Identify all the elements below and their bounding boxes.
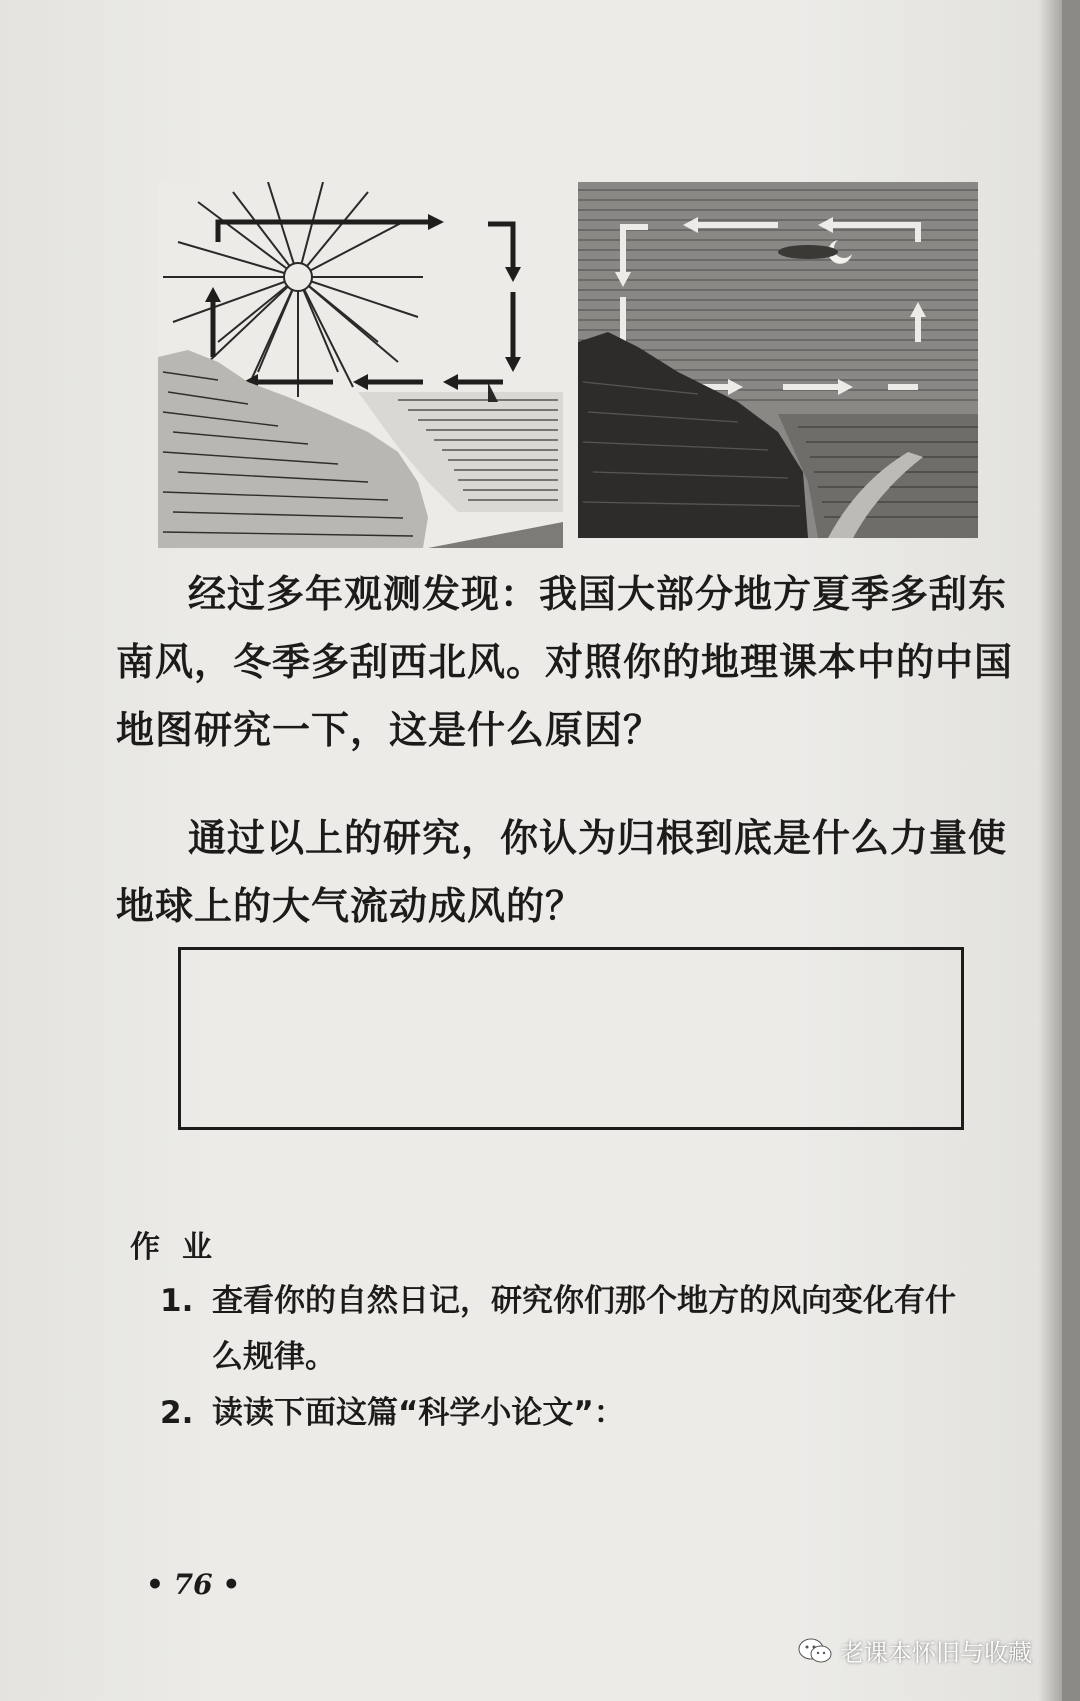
- paragraph-observation: [116, 560, 1026, 764]
- paragraph-question: [116, 804, 1026, 940]
- night-scene-svg: [578, 182, 978, 538]
- homework-item-text: 读读下面这篇“科学小论文”：: [212, 1395, 625, 1431]
- paragraph-line: 南风，冬季多刮西北风。对照你的地理课本中的中国: [116, 639, 1014, 684]
- day-scene-svg: [158, 182, 563, 548]
- homework-item-2: [160, 1385, 1030, 1441]
- homework-item-number: 2.: [160, 1395, 194, 1431]
- answer-box: [178, 947, 964, 1130]
- homework-item-1: [160, 1273, 1030, 1385]
- homework-item-text: 查看你的自然日记，研究你们那个地方的风向变化有什: [212, 1283, 956, 1319]
- paragraph-line: 经过多年观测发现：我国大部分地方夏季多刮东: [188, 571, 1008, 616]
- spine-shadow: [1038, 0, 1062, 1701]
- paragraph-line: 通过以上的研究，你认为归根到底是什么力量使: [188, 815, 1008, 860]
- homework-heading: 作业: [130, 1230, 234, 1265]
- watermark: [798, 1633, 1032, 1668]
- page-number: • 76 •: [146, 1568, 241, 1601]
- day-sea-breeze-illustration: [158, 182, 563, 548]
- wechat-icon: [798, 1637, 832, 1665]
- night-land-breeze-illustration: [578, 182, 978, 538]
- homework-item-text: 么规律。: [212, 1339, 336, 1375]
- homework-item-number: 1.: [160, 1283, 194, 1319]
- paragraph-line: 地图研究一下，这是什么原因？: [116, 707, 663, 752]
- watermark-text: 老课本怀旧与收藏: [840, 1639, 1032, 1667]
- paragraph-line: 地球上的大气流动成风的？: [116, 883, 585, 928]
